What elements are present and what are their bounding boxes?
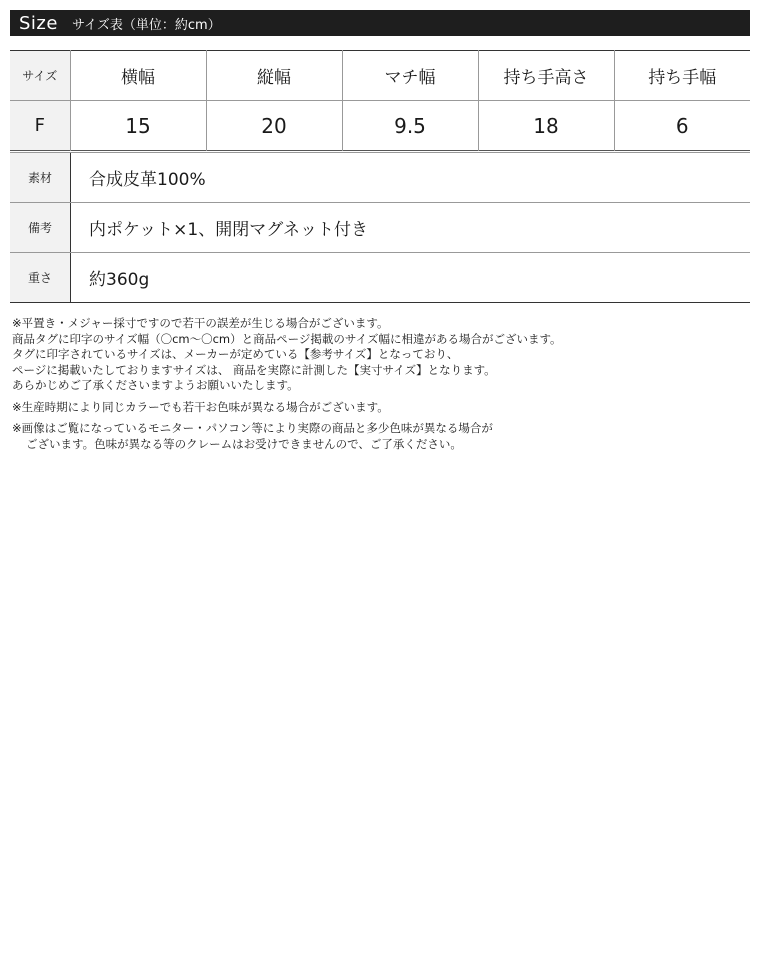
info-value: 合成皮革100% — [89, 170, 206, 190]
column-header-height: 縦幅 — [206, 51, 342, 101]
note-line: ※平置き・メジャー採寸ですので若干の誤差が生じる場合がございます。 — [12, 316, 389, 330]
info-row-material — [10, 153, 750, 202]
size-label-header: サイズ — [10, 51, 70, 101]
header-subtitle: サイズ表（単位：約cm） — [71, 17, 221, 33]
note-line: あらかじめご了承くださいますようお願いいたします。 — [12, 378, 299, 392]
size-table-header-row — [10, 51, 750, 101]
column-header-width: 横幅 — [70, 51, 206, 101]
note-line: ※画像はご覧になっているモニター・パソコン等により実際の商品と多少色味が異なる場合が — [12, 421, 493, 435]
size-table — [10, 50, 750, 151]
note-line: ございます。色味が異なる等のクレームはお受けできませんので、ご了承ください。 — [26, 436, 462, 451]
note-line: ページに掲載いたしておりますサイズは、 商品を実際に計測した【実寸サイズ】となります。 — [12, 362, 496, 377]
info-label: 備考 — [10, 203, 71, 252]
header-title: Size — [19, 12, 58, 34]
value-handle-width: 6 — [614, 101, 750, 151]
value-height: 20 — [206, 101, 342, 151]
note-line: タグに印字されているサイズは、メーカーが定めている【参考サイズ】となっており、 — [12, 347, 459, 361]
value-width: 15 — [70, 101, 206, 151]
info-value: 約360g — [89, 270, 150, 290]
value-gusset: 9.5 — [342, 101, 478, 151]
notes-section — [12, 316, 748, 452]
size-header-bar — [10, 10, 750, 36]
note-line: 商品タグに印字のサイズ幅（〇cm〜〇cm）と商品ページ掲載のサイズ幅に相違がある場合がございます。 — [12, 331, 562, 346]
info-label: 素材 — [10, 153, 71, 202]
info-row-weight — [10, 252, 750, 302]
info-label: 重さ — [10, 253, 71, 302]
size-row-label: F — [10, 101, 70, 151]
info-row-remarks — [10, 202, 750, 252]
column-header-handle-width: 持ち手幅 — [614, 51, 750, 101]
note-line: ※生産時期により同じカラーでも若干お色味が異なる場合がございます。 — [12, 399, 389, 414]
info-value: 内ポケット×1、開閉マグネット付き — [89, 220, 369, 240]
value-handle-height: 18 — [478, 101, 614, 151]
column-header-handle-height: 持ち手高さ — [478, 51, 614, 101]
info-table — [10, 153, 750, 303]
column-header-gusset: マチ幅 — [342, 51, 478, 101]
size-table-value-row — [10, 101, 750, 151]
